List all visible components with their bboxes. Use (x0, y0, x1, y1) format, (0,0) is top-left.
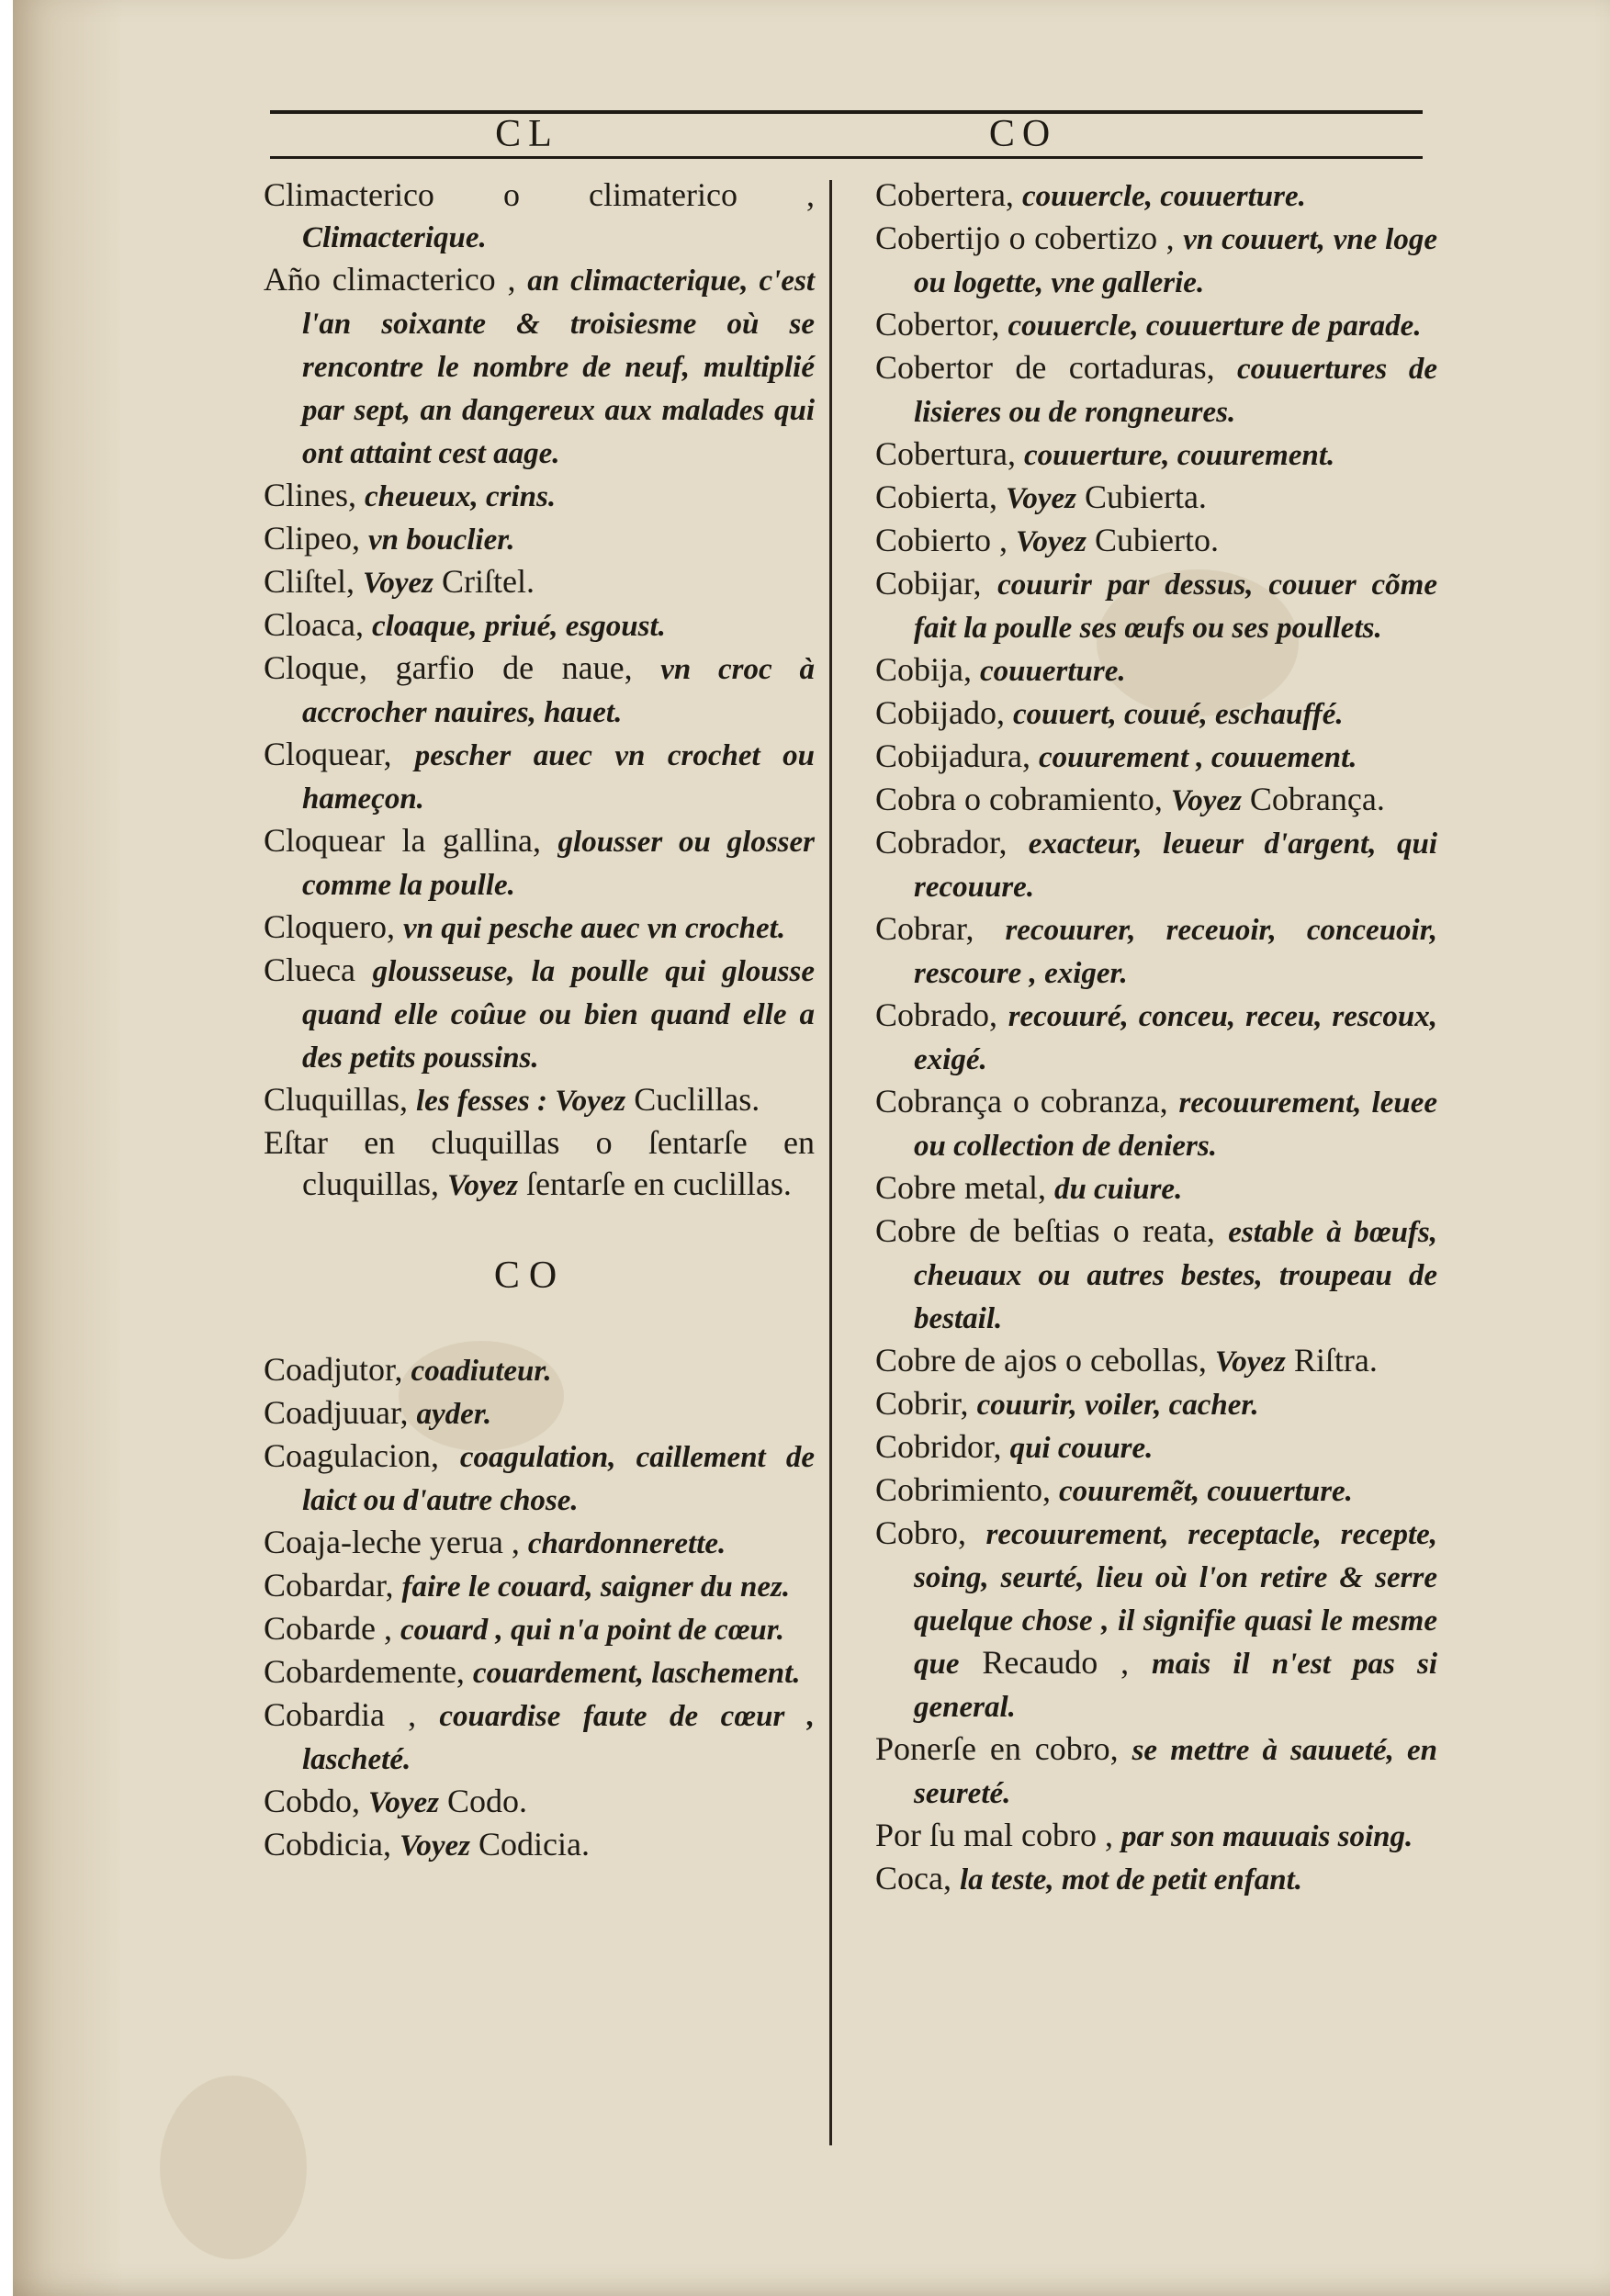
headword: Cobrir, (875, 1385, 969, 1422)
translation: ayder. (416, 1398, 492, 1431)
dictionary-entry (264, 518, 815, 561)
translation: couuert, couué, eschauffé. (1013, 698, 1344, 731)
translation: vn croc à accrocher nauires, hauet. (302, 653, 815, 729)
headword: Clines, (264, 477, 357, 513)
translation: Voyez (446, 1169, 518, 1202)
headword: Cloquear, (264, 736, 392, 772)
dictionary-entry (875, 1426, 1437, 1469)
translation: par son mauuais soing. (1120, 1820, 1413, 1853)
dictionary-entry (875, 1167, 1437, 1210)
headword: Cloaca, (264, 606, 364, 643)
translation: couuercle, couuerture. (1021, 180, 1306, 213)
translation: coadiuteur. (411, 1355, 552, 1388)
running-head-left: CL (495, 113, 559, 155)
dictionary-entry (264, 1522, 815, 1565)
translation: recouurement, receptacle, recepte, soing, seurté, lieu où l'on retire & serre quelque chose , il signifie quasi le mesme que (914, 1518, 1438, 1681)
dictionary-entry (264, 734, 815, 820)
headword: Cobijado, (875, 694, 1005, 731)
translation: couardement, laschement. (472, 1657, 801, 1690)
translation: chardonnerette. (527, 1527, 726, 1560)
paper-stain (160, 2076, 307, 2259)
headword: Cobridor, (875, 1428, 1002, 1465)
translation: estable à bœufs, cheuaux ou autres bestes, troupeau de bestail. (914, 1216, 1437, 1335)
translation: glousser ou glosser comme la poulle. (302, 826, 816, 902)
section-title: CO (493, 1255, 567, 1297)
dictionary-entry (875, 1383, 1437, 1426)
book-page (13, 0, 1610, 2296)
headword: Cloque, garfio de naue, (264, 649, 633, 686)
translation: couardise faute de cœur , lascheté. (302, 1700, 815, 1776)
dictionary-entry (875, 822, 1437, 908)
dictionary-entry (875, 908, 1437, 995)
headword: Cobertera, (875, 176, 1014, 213)
translation: qui couure. (1009, 1432, 1154, 1465)
column-divider (829, 180, 832, 2145)
dictionary-entry (264, 1608, 815, 1651)
dictionary-entry (875, 347, 1437, 433)
dictionary-entry (264, 906, 815, 950)
translation: couuerture, couurement. (1023, 439, 1335, 472)
headword: Cobija, (875, 651, 972, 688)
dictionary-entry (875, 477, 1437, 520)
translation: couurir par dessus, couuer cõme fait la poulle ses œufs ou ses poullets. (914, 568, 1437, 645)
dictionary-entry (264, 561, 815, 604)
translation: Climacterique. (302, 221, 487, 254)
dictionary-entry (264, 1824, 815, 1867)
dictionary-entry (875, 1815, 1437, 1858)
translation: exacteur, leueur d'argent, qui recouure. (914, 827, 1438, 904)
headword: Climacterico o climaterico , (264, 176, 815, 213)
cross-reference: Codo. (447, 1783, 528, 1819)
headword: Cloquear la gallina, (264, 822, 541, 859)
translation: vn qui pesche auec vn crochet. (402, 912, 786, 945)
headword: Cliſtel, (264, 563, 355, 600)
dictionary-entry (875, 1513, 1437, 1728)
dictionary-entry (264, 1122, 815, 1207)
dictionary-entry (264, 1392, 815, 1435)
translation: Voyez (1214, 1345, 1286, 1379)
headword: Cobrado, (875, 996, 997, 1033)
translation: glousseuse, la poulle qui glousse quand elle coûue ou bien quand elle a des petits poussins. (302, 955, 816, 1075)
headword: Cobertijo o cobertizo , (875, 219, 1175, 256)
headword: Cobdicia, (264, 1826, 391, 1863)
dictionary-entry (264, 1435, 815, 1522)
headword: Cobertor de cortaduras, (875, 349, 1215, 386)
translation: recouurement, leuee ou collection de deniers. (914, 1086, 1438, 1163)
translation: faire le couard, saigner du nez. (401, 1570, 791, 1604)
translation: se mettre à sauueté, en seureté. (914, 1734, 1437, 1810)
translation: Voyez (363, 567, 433, 600)
dictionary-entry (264, 950, 815, 1079)
dictionary-entry (264, 1079, 815, 1122)
header-rule (270, 156, 1423, 159)
headword: Cobardar, (264, 1567, 394, 1604)
dictionary-entry (264, 1651, 815, 1694)
dictionary-entry (875, 736, 1437, 779)
cross-reference: Cobrança. (1249, 781, 1385, 817)
dictionary-entry (264, 820, 815, 906)
translation: du cuiure. (1053, 1173, 1183, 1206)
headword: Coadjutor, (264, 1351, 403, 1388)
right-column (875, 174, 1437, 1901)
translation: cheueux, crins. (365, 480, 557, 513)
headword: Cobre de beſtias o reata, (875, 1212, 1215, 1249)
dictionary-entry (875, 779, 1437, 822)
cross-reference: Criſtel. (442, 563, 535, 600)
headword: Cluquillas, (264, 1081, 409, 1118)
headword: Cobra o cobramiento, (875, 781, 1163, 817)
dictionary-entry (875, 995, 1437, 1081)
dictionary-entry (875, 304, 1437, 347)
translation: vn couuert, vne loge ou logette, vne gallerie. (914, 223, 1437, 299)
translation: an climacterique, c'est l'an soixante & troisiesme où se rencontre le nombre de neuf, multiplié par sept, an dangereux aux malades qui ont attaint cest aage. (302, 264, 815, 470)
headword: Clipeo, (264, 520, 360, 557)
headword: Cobierta, (875, 478, 997, 515)
dictionary-entry (264, 259, 815, 475)
headword: Cobardemente, (264, 1653, 465, 1690)
headword: Cobrador, (875, 824, 1008, 861)
headword: Por ſu mal cobro , (875, 1817, 1113, 1853)
headword: Cloquero, (264, 908, 395, 945)
headword: Año climacterico , (264, 261, 516, 298)
cross-reference: ſentarſe en cuclillas. (525, 1165, 792, 1202)
headword: Cobrimiento, (875, 1471, 1051, 1508)
headword: Eſtar en cluquillas o ſentarſe en cluquillas, (264, 1124, 815, 1202)
translation: couard , qui n'a point de cœur. (400, 1614, 785, 1647)
dictionary-entry (875, 1340, 1437, 1383)
translation: recouuré, conceu, receu, rescoux, exigé. (914, 1000, 1437, 1076)
headword: Cobrança o cobranza, (875, 1083, 1168, 1120)
translation: cloaque, priué, esgoust. (371, 610, 666, 643)
left-column (264, 174, 815, 1867)
dictionary-entry (875, 520, 1437, 563)
translation: Voyez (1170, 784, 1242, 817)
headword: Coadjuuar, (264, 1394, 409, 1431)
translation: coagulation, caillement de laict ou d'autre chose. (302, 1441, 815, 1517)
cross-reference: Riſtra. (1293, 1342, 1378, 1379)
headword: Cobijadura, (875, 737, 1030, 774)
translation: recouurer, receuoir, conceuoir, rescoure , exiger. (914, 914, 1437, 990)
headword: Clueca (264, 951, 355, 988)
dictionary-entry (264, 475, 815, 518)
dictionary-entry (875, 1728, 1437, 1815)
headword: Cobijar, (875, 565, 982, 602)
dictionary-entry (875, 174, 1437, 218)
headword: Cobarde , (264, 1610, 392, 1647)
headword: Ponerſe en cobro, (875, 1730, 1119, 1767)
dictionary-entry (875, 218, 1437, 304)
dictionary-entry (875, 1469, 1437, 1513)
headword: Cobrar, (875, 910, 974, 947)
translation: couuertures de lisieres ou de rongneures. (914, 353, 1438, 429)
headword: Cobierto , (875, 522, 1008, 558)
dictionary-entry (875, 649, 1437, 692)
translation: couuerture. (980, 655, 1126, 688)
translation: pescher auec vn crochet ou hameçon. (302, 739, 815, 816)
translation: les fesses : Voyez (416, 1085, 626, 1118)
dictionary-entry (264, 604, 815, 647)
dictionary-entry (875, 692, 1437, 736)
translation: Voyez (399, 1829, 470, 1863)
headword: Coagulacion, (264, 1437, 439, 1474)
translation: Voyez (1005, 482, 1076, 515)
headword: Coca, (875, 1860, 951, 1896)
cross-reference: Recaudo , (982, 1644, 1130, 1681)
headword: Cobertura, (875, 435, 1016, 472)
dictionary-entry (264, 1349, 815, 1392)
headword: Cobro, (875, 1514, 966, 1551)
translation: couuremẽt, couuerture. (1059, 1475, 1353, 1508)
dictionary-entry (264, 1565, 815, 1608)
cross-reference: Cubierto. (1094, 522, 1219, 558)
headword: Cobdo, (264, 1783, 361, 1819)
cross-reference: Codicia. (478, 1826, 590, 1863)
running-head-right: CO (988, 113, 1058, 155)
translation: couurement , couuement. (1038, 741, 1357, 774)
dictionary-entry (264, 1781, 815, 1824)
dictionary-entry (875, 1858, 1437, 1901)
translation: Voyez (1015, 525, 1086, 558)
translation: la teste, mot de petit enfant. (959, 1863, 1303, 1896)
translation: Voyez (368, 1786, 440, 1819)
cross-reference: Cubierta. (1084, 478, 1207, 515)
dictionary-entry (875, 1081, 1437, 1167)
translation: couuercle, couuerture de parade. (1008, 310, 1422, 343)
cross-reference: Cuclillas. (634, 1081, 760, 1118)
headword: Coaja-leche yerua , (264, 1524, 520, 1560)
headword: Cobertor, (875, 306, 1000, 343)
headword: Cobardia , (264, 1696, 417, 1733)
headword: Cobre metal, (875, 1169, 1046, 1206)
dictionary-entry (875, 433, 1437, 477)
translation: couurir, voiler, cacher. (976, 1389, 1259, 1422)
dictionary-entry (264, 174, 815, 259)
dictionary-entry (264, 647, 815, 734)
translation-tail: mais il n'est pas si general. (914, 1648, 1437, 1724)
dictionary-entry (875, 563, 1437, 649)
headword: Cobre de ajos o cebollas, (875, 1342, 1207, 1379)
translation: vn bouclier. (368, 523, 515, 557)
dictionary-entry (875, 1210, 1437, 1340)
dictionary-entry (264, 1694, 815, 1781)
